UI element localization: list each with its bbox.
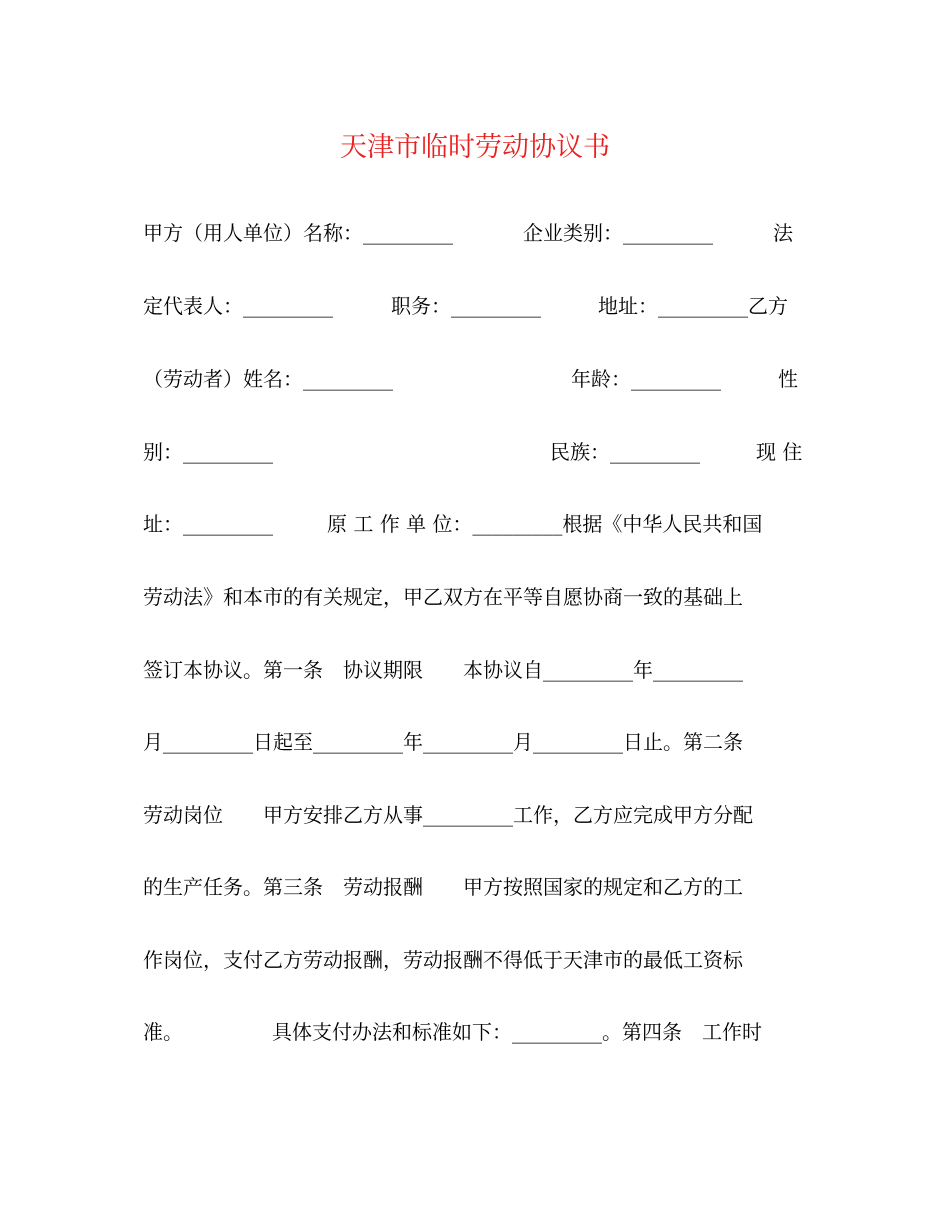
term-dates: 月_________日起至_________年_________月_________日止。第二条 (143, 730, 743, 754)
party-a-name-field: 甲方（用人单位）名称：_________ (143, 221, 453, 245)
party-b-name-field: （劳动者）姓名：_________ (143, 367, 393, 391)
body-line-5 (143, 506, 807, 542)
former-employer-field: 原 工 作 单 位：_________根据《中华人民共和国 (327, 512, 763, 536)
current-address-field: 址：_________ (143, 512, 273, 536)
article-2-position: 劳动岗位 甲方安排乙方从事_________工作，乙方应完成甲方分配 (143, 803, 753, 827)
body-line-6 (143, 579, 807, 615)
current-address-prefix: 现 住 (756, 440, 803, 464)
body-line-4 (143, 434, 807, 470)
body-line-9 (143, 797, 807, 833)
payment-method-field: 具体支付办法和标准如下：_________。第四条 工作时 (272, 1020, 762, 1044)
ethnicity-field: 民族：_________ (550, 440, 700, 464)
age-field: 年龄：_________ (571, 367, 721, 391)
legal-rep-prefix: 法 (773, 221, 793, 245)
body-line-10 (143, 869, 807, 905)
legal-rep-field: 定代表人：_________ (143, 294, 333, 318)
body-line-3 (143, 361, 807, 397)
enterprise-type-field: 企业类别：_________ (523, 221, 713, 245)
remuneration-end: 准。 (143, 1020, 183, 1044)
body-line-12 (143, 1014, 807, 1050)
body-line-11 (143, 942, 807, 978)
gender-prefix: 性 (778, 367, 798, 391)
body-line-2 (143, 288, 807, 324)
gender-field: 别：_________ (143, 440, 273, 464)
body-line-7 (143, 652, 807, 688)
position-field: 职务：_________ (391, 294, 541, 318)
remuneration-text: 作岗位，支付乙方劳动报酬，劳动报酬不得低于天津市的最低工资标 (143, 948, 743, 972)
address-field: 地址：_________乙方 (598, 294, 788, 318)
body-line-1 (143, 215, 807, 251)
article-3-remuneration: 的生产任务。第三条 劳动报酬 甲方按照国家的规定和乙方的工 (143, 875, 743, 899)
article-1-term: 签订本协议。第一条 协议期限 本协议自_________年_________ (143, 658, 743, 682)
body-line-8 (143, 724, 807, 760)
document-title: 天津市临时劳动协议书 (340, 132, 610, 163)
body-text: 劳动法》和本市的有关规定，甲乙双方在平等自愿协商一致的基础上 (143, 585, 743, 609)
